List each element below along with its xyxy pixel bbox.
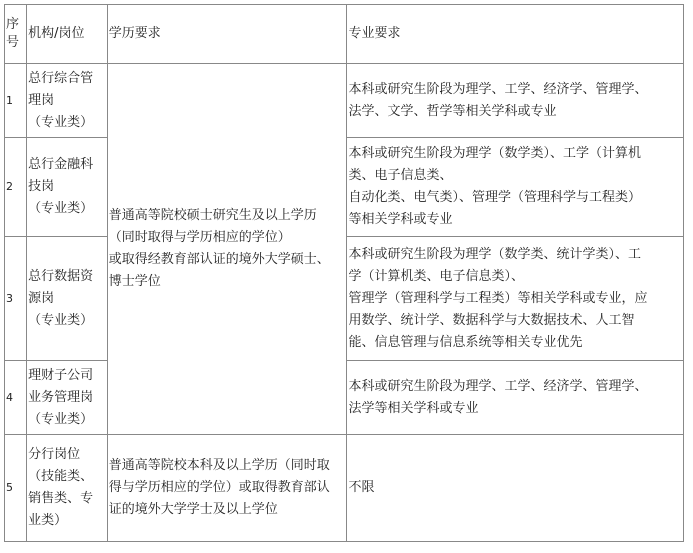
requirements-table [4, 4, 684, 542]
header-major: 专业要求 [347, 5, 684, 64]
row-major: 本科或研究生阶段为理学、工学、经济学、管理学、 法学等相关学科或专业 [347, 361, 684, 435]
row-org: 总行数据资 源岗 （专业类） [27, 237, 108, 361]
header-education: 学历要求 [107, 5, 347, 64]
header-org: 机构/岗位 [27, 5, 108, 64]
recruitment-requirements-document [4, 4, 684, 542]
row-org: 总行金融科 技岗 （专业类） [27, 138, 108, 237]
header-index: 序 号 [5, 5, 27, 64]
table-row [5, 435, 684, 542]
table-row [5, 64, 684, 138]
row-index: 1 [5, 64, 27, 138]
row-org: 分行岗位 （技能类、 销售类、专 业类） [27, 435, 108, 542]
row-org: 理财子公司 业务管理岗 （专业类） [27, 361, 108, 435]
table-header-row [5, 5, 684, 64]
row-org: 总行综合管 理岗 （专业类） [27, 64, 108, 138]
row-major: 本科或研究生阶段为理学（数学类）、工学（计算机 类、电子信息类、 自动化类、电气类）、管理学（管理科学与工程类） 等相关学科或专业 [347, 138, 684, 237]
row-index: 2 [5, 138, 27, 237]
row-major: 不限 [347, 435, 684, 542]
row-index: 5 [5, 435, 27, 542]
merged-education-cell: 普通高等院校硕士研究生及以上学历 （同时取得与学历相应的学位） 或取得经教育部认证的境外大学硕士、 博士学位 [107, 64, 347, 435]
row-index: 3 [5, 237, 27, 361]
row-major: 本科或研究生阶段为理学（数学类、统计学类）、工 学（计算机类、电子信息类）、 管理学（管理科学与工程类）等相关学科或专业，应 用数学、统计学、数据科学与大数据技术、人工智 能、信息管理与信息系统等相关专业优先 [347, 237, 684, 361]
row-education: 普通高等院校本科及以上学历（同时取 得与学历相应的学位）或取得教育部认 证的境外大学学士及以上学位 [107, 435, 347, 542]
row-index: 4 [5, 361, 27, 435]
row-major: 本科或研究生阶段为理学、工学、经济学、管理学、 法学、文学、哲学等相关学科或专业 [347, 64, 684, 138]
